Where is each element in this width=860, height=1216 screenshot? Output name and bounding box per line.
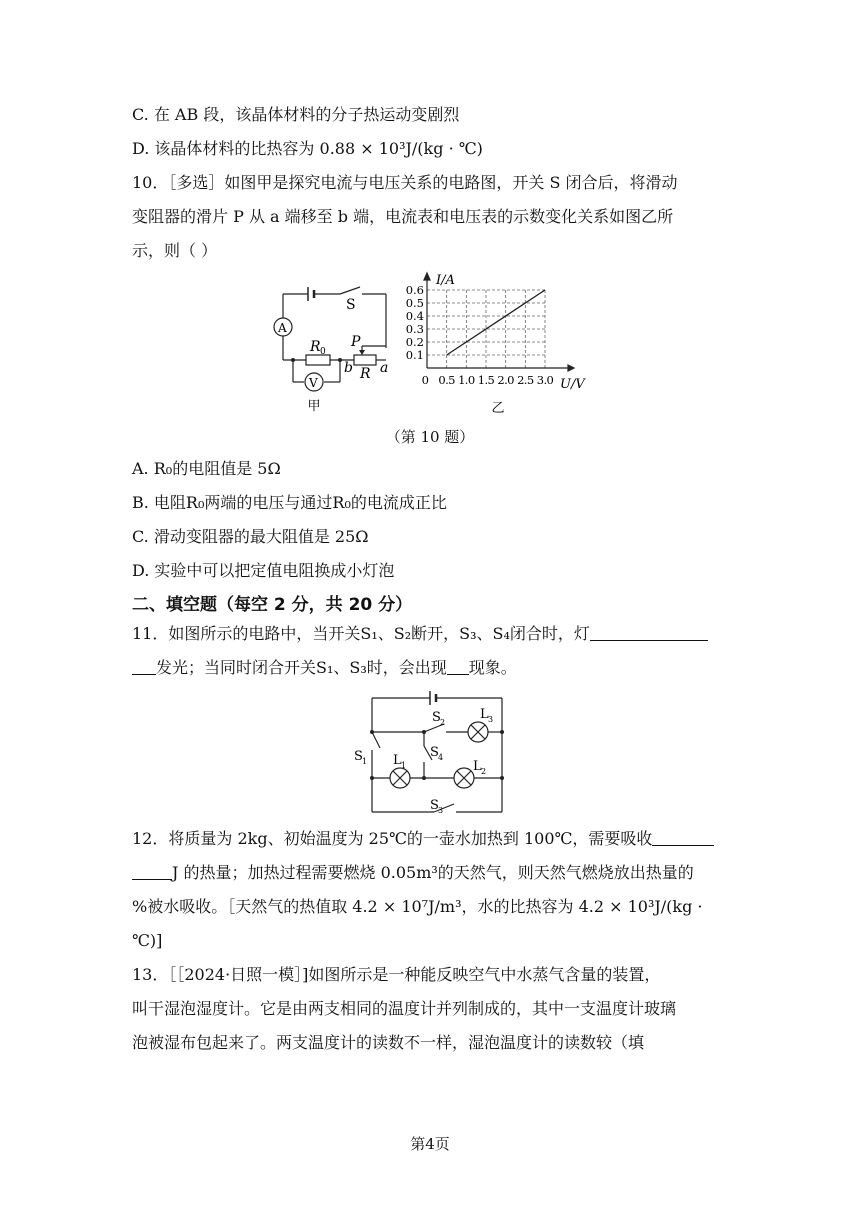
q10-option-d: D. 实验中可以把定值电阻换成小灯泡: [132, 561, 395, 580]
q13-line2: 叫干湿泡湿度计。它是由两支相同的温度计并列制成的，其中一支温度计玻璃: [132, 999, 677, 1018]
iu-series-line: [447, 290, 545, 355]
q11-text-c: 现象。: [468, 658, 517, 677]
x-tick-label: 1.5: [477, 373, 495, 387]
y-tick-label: 0.4: [405, 309, 424, 323]
s1-subscript: 1: [362, 757, 368, 766]
q12-blank-1-cont: [132, 863, 172, 880]
page-number: 第4页: [410, 1135, 450, 1153]
figure-label-jia: 甲: [307, 399, 321, 414]
s3-label: S: [430, 798, 439, 813]
end-b-label: b: [344, 360, 353, 376]
q10-stem-line1: 10．［多选］如图甲是探究电流与电压关系的电路图，开关 S 闭合后，将滑动: [132, 173, 678, 192]
l3-subscript: 3: [488, 715, 494, 724]
section-title: 二、填空题（每空 2 分，共 20 分）: [132, 595, 413, 615]
l2-subscript: 2: [481, 767, 487, 776]
s1-label: S: [354, 749, 363, 764]
l1-subscript: 1: [401, 761, 407, 770]
q12-text-1: 12．将质量为 2kg、初始温度为 25℃的一壶水加热到 100℃，需要吸收: [132, 829, 653, 848]
q13-line3: 泡被湿布包起来了。两支温度计的读数不一样，湿泡温度计的读数较（填: [132, 1033, 645, 1052]
y-tick-label: 0.1: [405, 348, 424, 362]
q12-blank-1: [652, 829, 714, 846]
x-tick-label: 2.5: [517, 373, 534, 387]
switch-label: S: [346, 297, 356, 313]
s4-subscript: 4: [438, 753, 444, 762]
q11-line2: [132, 656, 517, 680]
q10-stem-line3: 示，则（ ）: [132, 241, 218, 260]
q12-line4: ℃)]: [132, 931, 163, 950]
r0-subscript: 0: [320, 347, 326, 357]
voltmeter-label: V: [309, 376, 318, 390]
slider-label: P: [351, 334, 361, 350]
y-axis-label: I/A: [436, 273, 455, 288]
rheostat-label: R: [360, 366, 371, 382]
x-tick-label: 0: [421, 373, 429, 387]
s3-subscript: 3: [438, 806, 444, 815]
s2-subscript: 2: [440, 718, 446, 727]
x-tick-label: 1.0: [458, 373, 475, 387]
end-a-label: a: [380, 360, 389, 376]
q11-circuit-diagram: [350, 688, 510, 818]
q11-text-b: 发光；当同时闭合开关S₁、S₃时，会出现: [156, 658, 447, 677]
q12-text-2: J 的热量；加热过程需要燃烧 0.05m³的天然气，则天然气燃烧放出热量的: [172, 863, 694, 882]
q10-iu-graph: [400, 268, 600, 418]
q10-figure-caption: （第 10 题）: [385, 428, 475, 446]
q12-line1: [132, 827, 714, 851]
x-tick-label: 2.0: [497, 373, 514, 387]
q12-line2: [132, 861, 694, 885]
q10-circuit-diagram: [268, 276, 398, 416]
y-tick-label: 0.3: [405, 322, 424, 336]
q12-line3: %被水吸收。［天然气的热值取 4.2 × 10⁷J/m³，水的比热容为 4.2 × 10³J/(kg ·: [132, 897, 703, 916]
l1-label: L: [393, 753, 402, 768]
q11-text-a: 11．如图所示的电路中，当开关S₁、S₂断开，S₃、S₄闭合时，灯: [132, 624, 590, 643]
q10-option-c: C. 滑动变阻器的最大阻值是 25Ω: [132, 527, 369, 546]
s4-label: S: [430, 745, 439, 760]
y-tick-label: 0.5: [405, 296, 424, 310]
y-tick-label: 0.6: [405, 283, 424, 297]
x-tick-label: 3.0: [536, 373, 554, 387]
x-tick-label: 0.5: [438, 373, 455, 387]
q11-blank-1-cont: [132, 658, 156, 675]
q13-line1: 13．［［2024·日照一模］]如图所示是一种能反映空气中水蒸气含量的装置，: [132, 965, 661, 984]
q10-option-a: A. R₀的电阻值是 5Ω: [132, 459, 281, 478]
q9-option-c: C. 在 AB 段，该晶体材料的分子热运动变剧烈: [132, 105, 460, 124]
q9-option-d: D. 该晶体材料的比热容为 0.88 × 10³J/(kg · ℃): [132, 139, 483, 158]
s2-label: S: [432, 710, 441, 725]
q11-blank-2: [447, 658, 469, 675]
figure-label-yi: 乙: [491, 401, 505, 416]
y-tick-label: 0.2: [405, 335, 424, 349]
q11-blank-1: [590, 624, 708, 641]
q10-stem-line2: 变阻器的滑片 P 从 a 端移至 b 端，电流表和电压表的示数变化关系如图乙所: [132, 207, 674, 226]
l2-label: L: [473, 759, 482, 774]
r0-label: R: [310, 339, 321, 355]
x-axis-label: U/V: [560, 377, 585, 392]
ammeter-label: A: [278, 321, 287, 335]
q11-line1: [132, 622, 708, 646]
l3-label: L: [480, 707, 489, 722]
q10-option-b: B. 电阻R₀两端的电压与通过R₀的电流成正比: [132, 493, 447, 512]
